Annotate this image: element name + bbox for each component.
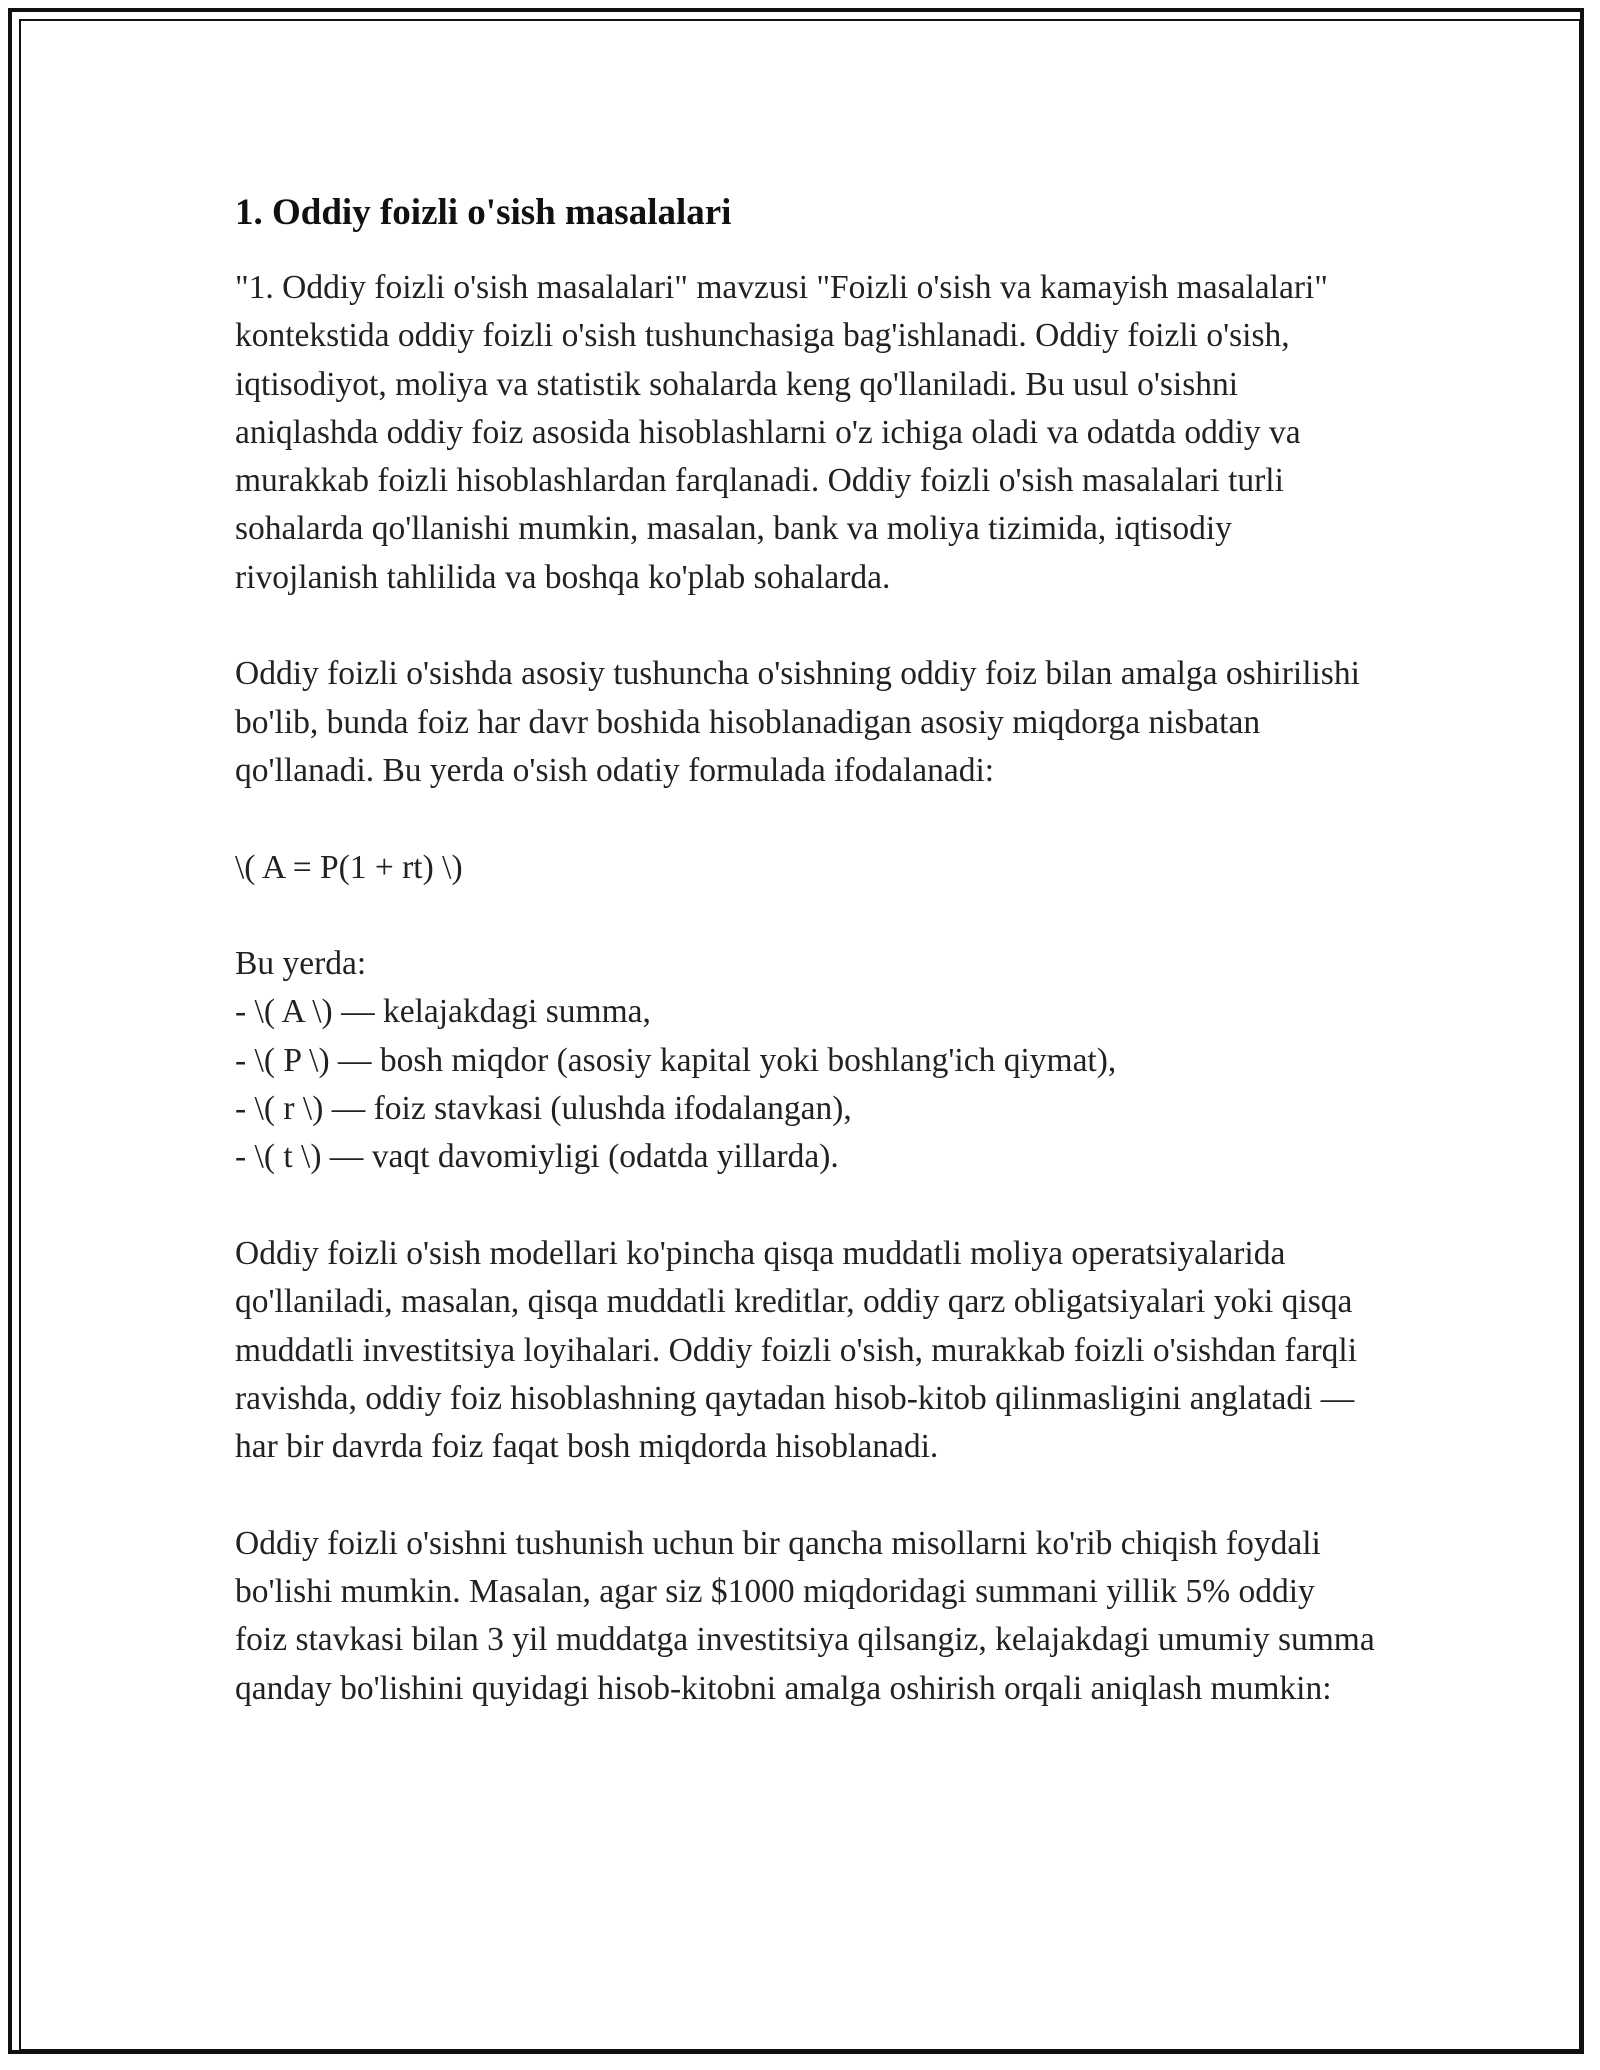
paragraph-spacer <box>235 602 1375 650</box>
definition-p: - \( P \) — bosh miqdor (asosiy kapital yoki boshlang'ich qiymat), <box>235 1041 1117 1079</box>
paragraph-spacer <box>235 1471 1375 1519</box>
concept-paragraph: Oddiy foizli o'sishda asosiy tushuncha o'sishning oddiy foiz bilan amalga oshirilishi bo'lib, bunda foiz har davr boshida hisoblanadigan asosiy miqdorga nisbatan qo'llanadi. Bu yerda o'sish odatiy formulada ifodalanadi: <box>235 655 1360 789</box>
definition-r: - \( r \) — foiz stavkasi (ulushda ifodalangan), <box>235 1090 852 1128</box>
document-title: 1. Oddiy foizli o'sish masalalari <box>235 192 732 233</box>
paragraph-spacer <box>235 795 1375 843</box>
intro-paragraph: "1. Oddiy foizli o'sish masalalari" mavzusi "Foizli o'sish va kamayish masalalari" kontekstida oddiy foizli o'sish tushunchasiga bag'ishlanadi. Oddiy foizli o'sish, iqtisodiyot, moliya va statistik sohalarda keng qo'llaniladi. Bu usul o'sishni aniqlashda oddiy foiz asosida hisoblashlarni o'z ichiga oladi va odatda oddiy va murakkab foizli hisoblashlardan farqlanadi. Oddiy foizli o'sish masalalari turli sohalarda qo'llanishi mumkin, masalan, bank va moliya tizimida, iqtisodiy rivojlanish tahlilida va boshqa ko'plab sohalarda. <box>235 269 1328 596</box>
usage-paragraph: Oddiy foizli o'sish modellari ko'pincha qisqa muddatli moliya operatsiyalarida qo'llaniladi, masalan, qisqa muddatli kreditlar, oddiy qarz obligatsiyalari yoki qisqa muddatli investitsiya loyihalari. Oddiy foizli o'sish, murakkab foizli o'sishdan farqli ravishda, oddiy foiz hisoblashning qaytadan hisob-kitob qilinmasligini anglatadi — har bir davrda foiz faqat bosh miqdorda hisoblanadi. <box>235 1234 1358 1466</box>
definition-a: - \( A \) — kelajakdagi summa, <box>235 993 651 1031</box>
where-label: Bu yerda: <box>235 945 367 983</box>
formula-line: \( A = P(1 + rt) \) <box>235 848 463 886</box>
paragraph-spacer <box>235 1182 1375 1230</box>
paragraph-spacer <box>235 892 1375 940</box>
document-body <box>235 187 1375 1713</box>
example-paragraph: Oddiy foizli o'sishni tushunish uchun bir qancha misollarni ko'rib chiqish foydali bo'lishi mumkin. Masalan, agar siz $1000 miqdoridagi summani yillik 5% oddiy foiz stavkasi bilan 3 yil muddatga investitsiya qilsangiz, kelajakdagi umumiy summa qanday bo'lishini quyidagi hisob-kitobni amalga oshirish orqali aniqlash mumkin: <box>235 1524 1375 1707</box>
definition-t: - \( t \) — vaqt davomiyligi (odatda yillarda). <box>235 1138 839 1176</box>
